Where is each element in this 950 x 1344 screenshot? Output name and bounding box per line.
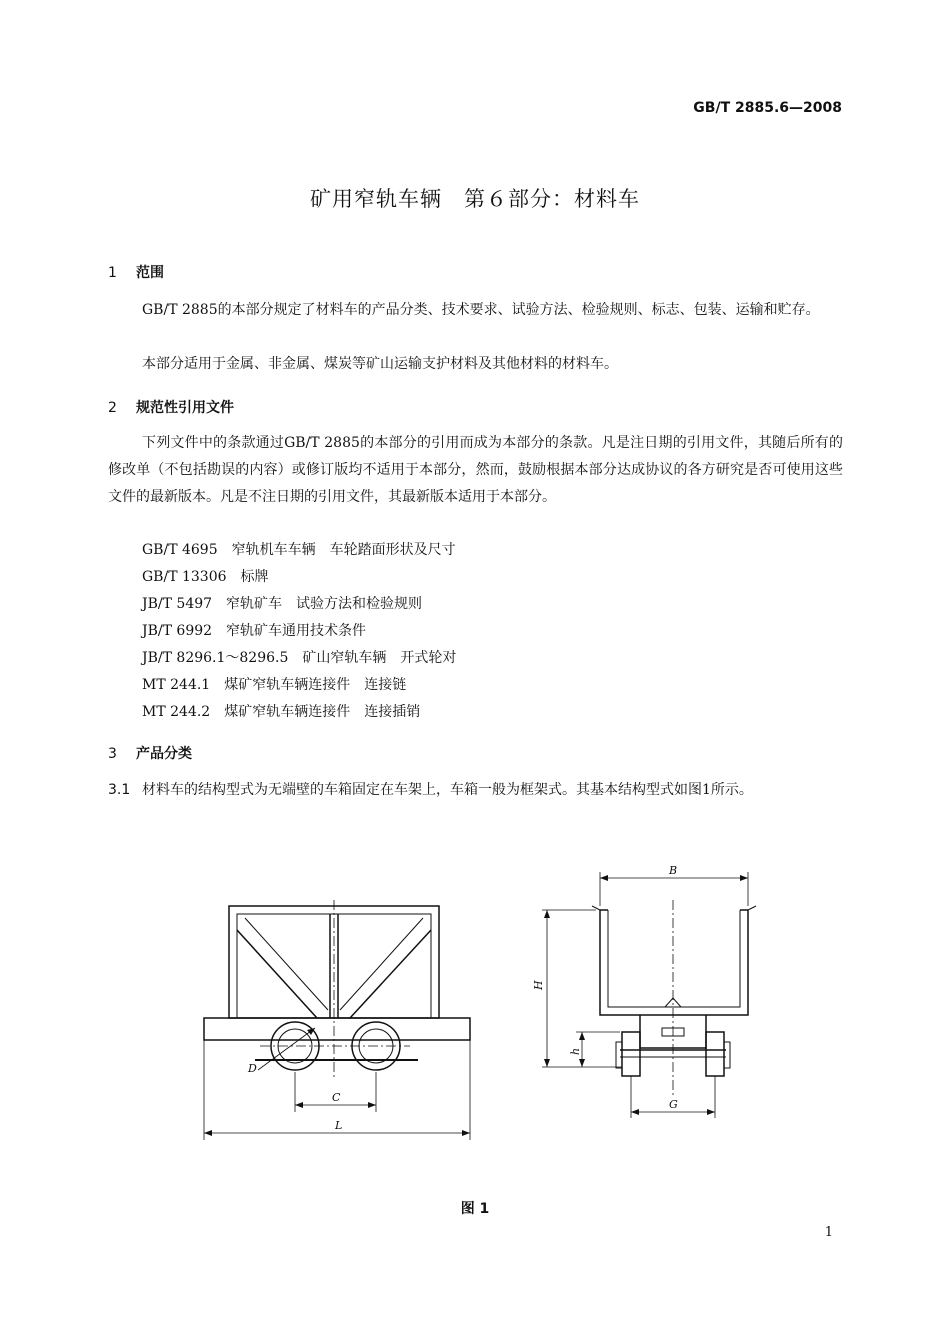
reference-item: MT 244.1 煤矿窄轨车辆连接件 连接链 <box>142 677 407 693</box>
label-c: C <box>332 1091 341 1104</box>
section-1-paragraph-2: 本部分适用于金属、非金属、煤炭等矿山运输支护材料及其他材料的材料车。 <box>142 356 618 372</box>
section-3-heading <box>108 743 192 763</box>
reference-item: JB/T 6992 窄轨矿车通用技术条件 <box>142 623 367 639</box>
section-title: 规范性引用文件 <box>136 400 234 416</box>
reference-item: MT 244.2 煤矿窄轨车辆连接件 连接插销 <box>142 704 421 720</box>
frame-brace <box>350 930 431 1018</box>
side-view <box>204 900 470 1140</box>
wheel-left <box>622 1032 640 1076</box>
label-b: B <box>669 864 678 877</box>
label-l: L <box>335 1119 343 1132</box>
section-1-paragraph-1: GB/T 2885的本部分规定了材料车的产品分类、技术要求、试验方法、检验规则、标志、包装、运输和贮存。 <box>142 302 820 318</box>
section-2-paragraph-1: 下列文件中的条款通过GB/T 2885的本部分的引用而成为本部分的条款。凡是注日期的引用文件，其随后所有的修改单（不包括勘误的内容）或修订版均不适用于本部分，然而，鼓励根据本部分达成协议的各方研究是否可使用这些文件的最新版本。凡是不注日期的引用文件，其最新版本适用于本部分。 <box>108 435 843 505</box>
wheel-right <box>706 1032 724 1076</box>
section-number: 2 <box>108 400 117 416</box>
section-number: 3 <box>108 746 117 762</box>
chassis <box>204 1018 470 1040</box>
frame-brace <box>237 930 317 1018</box>
document-title: 矿用窄轨车辆 第６部分：材料车 <box>310 187 640 211</box>
page-number: 1 <box>824 1225 833 1240</box>
figure-caption: 图 1 <box>460 1201 490 1217</box>
end-view <box>542 872 756 1118</box>
section-number: 1 <box>108 265 117 281</box>
reference-item: JB/T 8296.1～8296.5 矿山窄轨车辆 开式轮对 <box>142 650 457 666</box>
label-g: G <box>669 1098 678 1111</box>
frame-brace <box>245 918 328 1010</box>
car-body-inner <box>237 914 431 1018</box>
section-2-heading <box>108 397 234 417</box>
label-h: h <box>569 1047 582 1055</box>
reference-item: GB/T 4695 窄轨机车车辆 车轮踏面形状及尺寸 <box>142 542 456 558</box>
clause-text: 材料车的结构型式为无端壁的车箱固定在车架上，车箱一般为框架式。其基本结构型式如图1所示。 <box>142 782 753 798</box>
diameter-leader <box>258 1028 315 1070</box>
label-d: D <box>248 1062 257 1075</box>
reference-item: JB/T 5497 窄轨矿车 试验方法和检验规则 <box>142 596 423 612</box>
clause-number: 3.1 <box>108 782 131 798</box>
box-inner <box>608 910 740 1007</box>
section-title: 产品分类 <box>136 746 192 762</box>
section-title: 范围 <box>136 265 164 281</box>
standard-number: GB/T 2885.6—2008 <box>693 100 842 116</box>
frame-brace <box>340 918 423 1010</box>
reference-item: GB/T 13306 标牌 <box>142 569 269 585</box>
section-1-heading <box>108 262 164 282</box>
figure-1-drawing <box>190 860 760 1150</box>
label-h-total: H <box>532 980 545 990</box>
section-3-1-paragraph <box>108 777 843 804</box>
